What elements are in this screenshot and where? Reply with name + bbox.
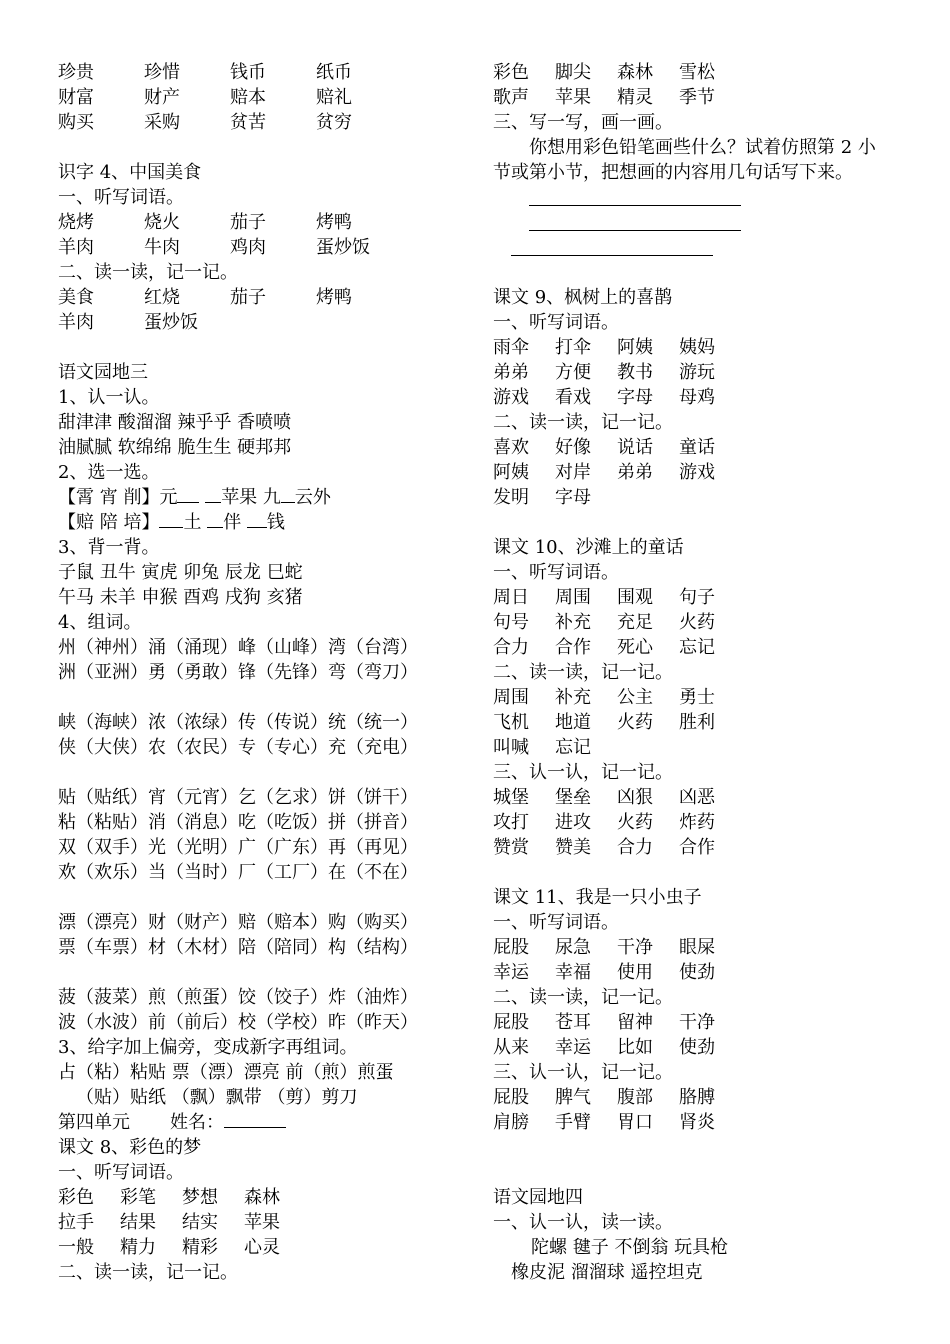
word-row bbox=[493, 485, 913, 510]
word-row bbox=[493, 935, 913, 960]
text-line: 子鼠 丑牛 寅虎 卯兔 辰龙 巳蛇 bbox=[58, 562, 303, 583]
word: 母鸡 bbox=[679, 387, 715, 408]
word: 赔本 bbox=[230, 87, 266, 108]
word: 充足 bbox=[617, 612, 653, 633]
word: 苹果 bbox=[555, 87, 591, 108]
right-column bbox=[493, 60, 913, 1285]
word: 腹部 bbox=[617, 1087, 653, 1108]
word: 干净 bbox=[679, 1012, 715, 1033]
word-row bbox=[58, 285, 458, 310]
word: 烧烤 bbox=[58, 212, 94, 233]
text-line: 州（神州）涌（涌现）峰（山峰）湾（台湾） bbox=[58, 637, 418, 658]
word: 结果 bbox=[120, 1212, 156, 1233]
word: 贫苦 bbox=[230, 112, 266, 133]
word: 幸福 bbox=[555, 962, 591, 983]
answer-blank[interactable] bbox=[247, 510, 267, 528]
writing-line[interactable] bbox=[493, 210, 913, 235]
exercise-heading: 4、组词。 bbox=[58, 612, 142, 633]
answer-blank[interactable] bbox=[177, 485, 199, 503]
left-column bbox=[58, 60, 458, 1285]
word: 姨妈 bbox=[679, 337, 715, 358]
word: 合作 bbox=[555, 637, 591, 658]
word-row bbox=[493, 1035, 913, 1060]
word: 围观 bbox=[617, 587, 653, 608]
word: 忘记 bbox=[679, 637, 715, 658]
exercise-heading: 一、听写词语。 bbox=[493, 912, 619, 933]
word: 凶恶 bbox=[679, 787, 715, 808]
word: 屁股 bbox=[493, 1087, 529, 1108]
word: 发明 bbox=[493, 487, 529, 508]
word: 烧火 bbox=[144, 212, 180, 233]
word: 钱币 bbox=[230, 62, 266, 83]
word: 羊肉 bbox=[58, 312, 94, 333]
word: 进攻 bbox=[555, 812, 591, 833]
word: 歌声 bbox=[493, 87, 529, 108]
writing-line[interactable] bbox=[493, 185, 913, 210]
word: 雨伞 bbox=[493, 337, 529, 358]
word: 游玩 bbox=[679, 362, 715, 383]
word-row bbox=[58, 85, 458, 110]
word: 季节 bbox=[679, 87, 715, 108]
exercise-heading: 2、选一选。 bbox=[58, 462, 160, 483]
section-title: 识字 4、中国美食 bbox=[58, 162, 202, 183]
answer-blank[interactable] bbox=[207, 510, 223, 528]
exercise-heading: 三、写一写，画一画。 bbox=[493, 112, 673, 133]
word: 采购 bbox=[144, 112, 180, 133]
word: 蛋炒饭 bbox=[316, 237, 370, 258]
word: 对岸 bbox=[555, 462, 591, 483]
word: 森林 bbox=[617, 62, 653, 83]
word: 好像 bbox=[555, 437, 591, 458]
word: 句号 bbox=[493, 612, 529, 633]
text-line: 波（水波）前（前后）校（学校）昨（昨天） bbox=[58, 1012, 418, 1033]
word: 童话 bbox=[679, 437, 715, 458]
word: 梦想 bbox=[182, 1187, 218, 1208]
choice-text: 云外 bbox=[294, 487, 331, 508]
word: 游戏 bbox=[679, 462, 715, 483]
word: 凶狠 bbox=[617, 787, 653, 808]
word: 使劲 bbox=[679, 962, 715, 983]
word: 精彩 bbox=[182, 1237, 218, 1258]
writing-line[interactable] bbox=[493, 235, 913, 260]
word: 赔礼 bbox=[316, 87, 352, 108]
word-row bbox=[493, 960, 913, 985]
word: 彩笔 bbox=[120, 1187, 156, 1208]
word: 肩膀 bbox=[493, 1112, 529, 1133]
section-title: 语文园地三 bbox=[58, 362, 148, 383]
word-row bbox=[493, 710, 913, 735]
word: 财富 bbox=[58, 87, 94, 108]
word: 脚尖 bbox=[555, 62, 591, 83]
exercise-heading: 一、听写词语。 bbox=[493, 312, 619, 333]
word: 勇士 bbox=[679, 687, 715, 708]
text-line: 双（双手）光（光明）广（广东）再（再见） bbox=[58, 837, 418, 858]
word: 屁股 bbox=[493, 937, 529, 958]
text-line: 票（车票）材（木材）陪（陪同）构（结构） bbox=[58, 937, 418, 958]
word: 死心 bbox=[617, 637, 653, 658]
word: 阿姨 bbox=[617, 337, 653, 358]
word-row bbox=[493, 685, 913, 710]
word: 鸡肉 bbox=[230, 237, 266, 258]
word: 使用 bbox=[617, 962, 653, 983]
choice-text: 钱 bbox=[266, 512, 285, 533]
text-line: 午马 未羊 申猴 酉鸡 戌狗 亥猪 bbox=[58, 587, 303, 608]
word: 一般 bbox=[58, 1237, 94, 1258]
word: 财产 bbox=[144, 87, 180, 108]
exercise-heading: 二、读一读，记一记。 bbox=[493, 662, 673, 683]
word: 精力 bbox=[120, 1237, 156, 1258]
text-line: 粘（粘贴）消（消息）吃（吃饭）拼（拼音） bbox=[58, 812, 418, 833]
word: 干净 bbox=[617, 937, 653, 958]
word: 打伞 bbox=[555, 337, 591, 358]
word-row bbox=[493, 335, 913, 360]
word: 地道 bbox=[555, 712, 591, 733]
word: 羊肉 bbox=[58, 237, 94, 258]
word: 森林 bbox=[244, 1187, 280, 1208]
word: 纸币 bbox=[316, 62, 352, 83]
choice-text: 土 bbox=[183, 512, 202, 533]
word-row bbox=[493, 1010, 913, 1035]
exercise-heading: 一、认一认，读一读。 bbox=[493, 1212, 673, 1233]
exercise-heading: 3、背一背。 bbox=[58, 537, 160, 558]
word-row bbox=[493, 460, 913, 485]
word: 蛋炒饭 bbox=[144, 312, 198, 333]
word-row bbox=[58, 1185, 458, 1210]
paragraph-line: 你想用彩色铅笔画些什么？试着仿照第 2 小 bbox=[529, 137, 876, 158]
word: 眼屎 bbox=[679, 937, 715, 958]
word-row bbox=[493, 360, 913, 385]
word: 肾炎 bbox=[679, 1112, 715, 1133]
word: 苍耳 bbox=[555, 1012, 591, 1033]
word: 攻打 bbox=[493, 812, 529, 833]
word: 胳膊 bbox=[679, 1087, 715, 1108]
word: 弟弟 bbox=[493, 362, 529, 383]
word: 雪松 bbox=[679, 62, 715, 83]
word: 苹果 bbox=[244, 1212, 280, 1233]
word: 游戏 bbox=[493, 387, 529, 408]
choice-text: 【赔 陪 培】 bbox=[58, 512, 160, 533]
text-line: （贴）贴纸 （飘）飘带 （剪）剪刀 bbox=[76, 1087, 358, 1108]
section-title: 课文 9、枫树上的喜鹊 bbox=[493, 287, 673, 308]
answer-blank[interactable] bbox=[159, 510, 183, 528]
answer-blank[interactable] bbox=[205, 485, 221, 503]
word: 茄子 bbox=[230, 287, 266, 308]
word: 教书 bbox=[617, 362, 653, 383]
text-line: 甜津津 酸溜溜 辣乎乎 香喷喷 bbox=[58, 412, 292, 433]
word-row bbox=[58, 110, 458, 135]
word: 茄子 bbox=[230, 212, 266, 233]
word: 比如 bbox=[617, 1037, 653, 1058]
word: 周围 bbox=[493, 687, 529, 708]
text-line: 漂（漂亮）财（财产）赔（赔本）购（购买） bbox=[58, 912, 418, 933]
word: 使劲 bbox=[679, 1037, 715, 1058]
word-row bbox=[493, 610, 913, 635]
word: 方便 bbox=[555, 362, 591, 383]
word-row bbox=[58, 210, 458, 235]
word-row bbox=[493, 60, 913, 85]
text-line: 侠（大侠）农（农民）专（专心）充（充电） bbox=[58, 737, 418, 758]
word: 补充 bbox=[555, 612, 591, 633]
word-row bbox=[493, 810, 913, 835]
text-line: 贴（贴纸）宵（元宵）乞（乞求）饼（饼干） bbox=[58, 787, 418, 808]
word-row bbox=[58, 1235, 458, 1260]
word: 赞美 bbox=[555, 837, 591, 858]
word: 阿姨 bbox=[493, 462, 529, 483]
word: 烤鸭 bbox=[316, 212, 352, 233]
exercise-heading: 二、读一读，记一记。 bbox=[58, 1262, 238, 1283]
exercise-heading: 二、读一读，记一记。 bbox=[493, 987, 673, 1008]
word: 彩色 bbox=[58, 1187, 94, 1208]
exercise-heading: 三、认一认，记一记。 bbox=[493, 762, 673, 783]
word: 看戏 bbox=[555, 387, 591, 408]
paragraph-line: 节或第小节，把想画的内容用几句话写下来。 bbox=[493, 162, 853, 183]
word-row bbox=[58, 235, 458, 260]
text-line: 洲（亚洲）勇（勇敢）锋（先锋）弯（弯刀） bbox=[58, 662, 418, 683]
word: 贫穷 bbox=[316, 112, 352, 133]
choice-line-1 bbox=[58, 485, 458, 510]
choice-line-2 bbox=[58, 510, 458, 535]
word: 珍惜 bbox=[144, 62, 180, 83]
word: 周日 bbox=[493, 587, 529, 608]
word: 公主 bbox=[617, 687, 653, 708]
text-line: 欢（欢乐）当（当时）厂（工厂）在（不在） bbox=[58, 862, 418, 883]
word: 飞机 bbox=[493, 712, 529, 733]
exercise-heading: 一、听写词语。 bbox=[493, 562, 619, 583]
word: 堡垒 bbox=[555, 787, 591, 808]
word: 胜利 bbox=[679, 712, 715, 733]
exercise-heading: 二、读一读，记一记。 bbox=[58, 262, 238, 283]
word-row bbox=[493, 785, 913, 810]
word-row bbox=[493, 85, 913, 110]
word-row bbox=[493, 385, 913, 410]
choice-text: 【霄 宵 削】元 bbox=[58, 487, 178, 508]
text-line: 峡（海峡）浓（浓绿）传（传说）统（统一） bbox=[58, 712, 418, 733]
word: 拉手 bbox=[58, 1212, 94, 1233]
word-row bbox=[58, 310, 458, 335]
exercise-heading: 三、认一认，记一记。 bbox=[493, 1062, 673, 1083]
word: 购买 bbox=[58, 112, 94, 133]
word: 烤鸭 bbox=[316, 287, 352, 308]
text-line: 油腻腻 软绵绵 脆生生 硬邦邦 bbox=[58, 437, 292, 458]
word: 弟弟 bbox=[617, 462, 653, 483]
word: 句子 bbox=[679, 587, 715, 608]
word: 忘记 bbox=[555, 737, 591, 758]
section-title: 语文园地四 bbox=[493, 1187, 583, 1208]
word: 火药 bbox=[617, 812, 653, 833]
word: 字母 bbox=[555, 487, 591, 508]
word: 幸运 bbox=[555, 1037, 591, 1058]
word: 赞赏 bbox=[493, 837, 529, 858]
word-row bbox=[493, 585, 913, 610]
word: 脾气 bbox=[555, 1087, 591, 1108]
word: 彩色 bbox=[493, 62, 529, 83]
name-blank[interactable] bbox=[224, 1110, 286, 1128]
word: 喜欢 bbox=[493, 437, 529, 458]
section-title: 课文 8、彩色的梦 bbox=[58, 1137, 202, 1158]
unit-header bbox=[58, 1110, 458, 1135]
word: 补充 bbox=[555, 687, 591, 708]
word: 尿急 bbox=[555, 937, 591, 958]
word: 火药 bbox=[617, 712, 653, 733]
word: 幸运 bbox=[493, 962, 529, 983]
answer-blank[interactable] bbox=[281, 485, 295, 503]
word-row bbox=[493, 835, 913, 860]
word-row bbox=[493, 435, 913, 460]
word-row bbox=[58, 60, 458, 85]
text-line: 陀螺 毽子 不倒翁 玩具枪 bbox=[531, 1237, 729, 1258]
word: 从来 bbox=[493, 1037, 529, 1058]
word: 屁股 bbox=[493, 1012, 529, 1033]
exercise-heading: 二、读一读，记一记。 bbox=[493, 412, 673, 433]
text-line: 占（粘）粘贴 票（漂）漂亮 前（煎）煎蛋 bbox=[58, 1062, 394, 1083]
text-line: 菠（菠菜）煎（煎蛋）饺（饺子）炸（油炸） bbox=[58, 987, 418, 1008]
word: 结实 bbox=[182, 1212, 218, 1233]
exercise-heading: 3、给字加上偏旁，变成新字再组词。 bbox=[58, 1037, 358, 1058]
word: 叫喊 bbox=[493, 737, 529, 758]
word: 手臂 bbox=[555, 1112, 591, 1133]
name-label: 姓名： bbox=[170, 1112, 224, 1133]
word: 美食 bbox=[58, 287, 94, 308]
choice-text: 伴 bbox=[223, 512, 242, 533]
exercise-heading: 一、听写词语。 bbox=[58, 1162, 184, 1183]
word-row bbox=[58, 1210, 458, 1235]
word: 合力 bbox=[617, 837, 653, 858]
section-title: 课文 11、我是一只小虫子 bbox=[493, 887, 702, 908]
word-row bbox=[493, 1110, 913, 1135]
word: 红烧 bbox=[144, 287, 180, 308]
word: 牛肉 bbox=[144, 237, 180, 258]
word-row bbox=[493, 1085, 913, 1110]
unit-title: 第四单元 bbox=[58, 1112, 130, 1133]
exercise-heading: 一、听写词语。 bbox=[58, 187, 184, 208]
word: 精灵 bbox=[617, 87, 653, 108]
word: 胃口 bbox=[617, 1112, 653, 1133]
word-row bbox=[493, 635, 913, 660]
word: 心灵 bbox=[244, 1237, 280, 1258]
word: 字母 bbox=[617, 387, 653, 408]
word: 说话 bbox=[617, 437, 653, 458]
word: 炸药 bbox=[679, 812, 715, 833]
word: 火药 bbox=[679, 612, 715, 633]
word-row bbox=[493, 735, 913, 760]
section-title: 课文 10、沙滩上的童话 bbox=[493, 537, 684, 558]
word: 合作 bbox=[679, 837, 715, 858]
word: 城堡 bbox=[493, 787, 529, 808]
choice-text: 苹果 九 bbox=[221, 487, 281, 508]
word: 合力 bbox=[493, 637, 529, 658]
exercise-heading: 1、认一认。 bbox=[58, 387, 160, 408]
word: 留神 bbox=[617, 1012, 653, 1033]
word: 周围 bbox=[555, 587, 591, 608]
text-line: 橡皮泥 溜溜球 遥控坦克 bbox=[511, 1262, 703, 1283]
word: 珍贵 bbox=[58, 62, 94, 83]
